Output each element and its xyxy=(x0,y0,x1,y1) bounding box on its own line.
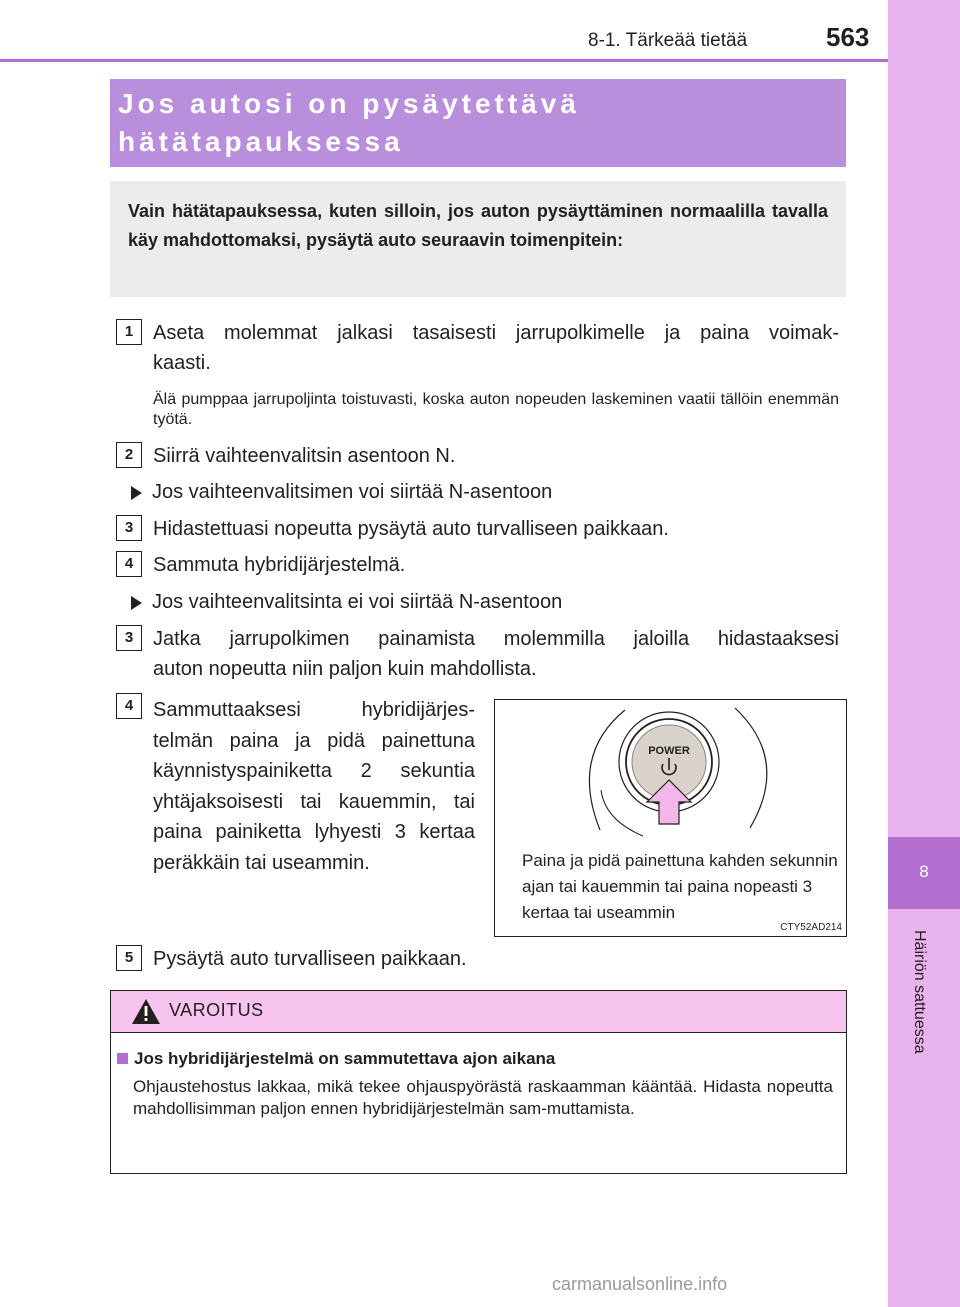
subheading-n-not-possible xyxy=(131,588,562,616)
watermark: carmanualsonline.info xyxy=(552,1274,728,1294)
step-number-badge: 2 xyxy=(116,442,142,468)
page-title-line-1: Jos autosi on pysäytettävä xyxy=(118,88,580,119)
step-number-badge: 5 xyxy=(116,945,142,971)
page-title-line-2: hätätapauksessa xyxy=(118,126,404,157)
page-title xyxy=(118,85,580,161)
step-3b-line-1: Jatka jarrupolkimen painamista molemmilla jaloilla hidastaaksesi xyxy=(153,628,839,650)
header-section-title: 8-1. Tärkeää tietää xyxy=(588,30,748,51)
triangle-bullet-icon xyxy=(131,596,142,610)
triangle-bullet-icon xyxy=(131,486,142,500)
subheading-text: Jos vaihteenvalitsinta ei voi siirtää N-asentoon xyxy=(152,591,563,613)
step-1-text xyxy=(153,318,839,378)
figure-caption: Paina ja pidä painettuna kahden sekunnin ajan tai kauemmin tai paina nopeasti 3 kertaa tai useammin xyxy=(522,851,838,922)
step-3b-line-2: auton nopeutta niin paljon kuin mahdollista. xyxy=(153,658,537,680)
step-1-line-2: kaasti. xyxy=(153,352,211,374)
power-button-figure xyxy=(494,699,847,937)
step-number-badge: 3 xyxy=(116,625,142,651)
step-4b-text: Sammuttaaksesi hybridijärjes-telmän paina ja pidä painettuna käynnistyspainiketta 2 sekuntia yhtäjaksoisesti tai kauemmin, tai paina painiketta lyhyesti 3 kertaa peräkkäin tai useammin. xyxy=(153,699,475,874)
square-bullet-icon xyxy=(117,1053,128,1064)
power-button-label: POWER xyxy=(648,745,690,757)
figure-code: CTY52AD214 xyxy=(780,922,842,933)
warning-title-text: Jos hybridijärjestelmä on sammutettava ajon aikana xyxy=(134,1049,556,1068)
warning-label: VAROITUS xyxy=(169,1000,264,1020)
step-4-text: Sammuta hybridijärjestelmä. xyxy=(153,554,406,576)
step-5-text: Pysäytä auto turvalliseen paikkaan. xyxy=(153,948,467,970)
step-number-badge: 4 xyxy=(116,693,142,719)
step-3-text: Hidastettuasi nopeutta pysäytä auto turvalliseen paikkaan. xyxy=(153,518,669,540)
step-1-line-1: Aseta molemmat jalkasi tasaisesti jarrupolkimelle ja paina voimak- xyxy=(153,322,839,344)
chapter-number: 8 xyxy=(919,862,929,881)
step-number-badge: 4 xyxy=(116,551,142,577)
page-number: 563 xyxy=(826,22,870,52)
header-rule xyxy=(0,59,888,62)
chapter-side-tab xyxy=(888,0,960,1307)
subheading-text: Jos vaihteenvalitsimen voi siirtää N-asentoon xyxy=(152,481,553,503)
chapter-title: Häiriön sattuessa xyxy=(911,930,928,1054)
step-number-badge: 3 xyxy=(116,515,142,541)
step-2-text: Siirrä vaihteenvalitsin asentoon N. xyxy=(153,445,456,467)
warning-header xyxy=(111,991,846,1033)
warning-box xyxy=(110,990,847,1174)
warning-title xyxy=(117,1049,555,1069)
warning-triangle-icon xyxy=(131,998,161,1025)
page-title-box xyxy=(110,79,846,167)
step-number-badge: 1 xyxy=(116,319,142,345)
intro-box xyxy=(110,181,846,297)
warning-body: Ohjaustehostus lakkaa, mikä tekee ohjauspyörästä raskaamman kääntää. Hidasta nopeutta mahdollisimman paljon ennen hybridijärjestelmän sam-muttamista. xyxy=(133,1077,833,1118)
step-1-note: Älä pumppaa jarrupoljinta toistuvasti, koska auton nopeuden laskeminen vaatii tällöin enemmän työtä. xyxy=(153,391,839,428)
step-3b-text xyxy=(153,624,839,684)
subheading-n-possible xyxy=(131,478,552,506)
intro-text: Vain hätätapauksessa, kuten silloin, jos auton pysäyttäminen normaalilla tavalla käy mahdottomaksi, pysäytä auto seuraavin toimenpitein: xyxy=(128,201,828,250)
